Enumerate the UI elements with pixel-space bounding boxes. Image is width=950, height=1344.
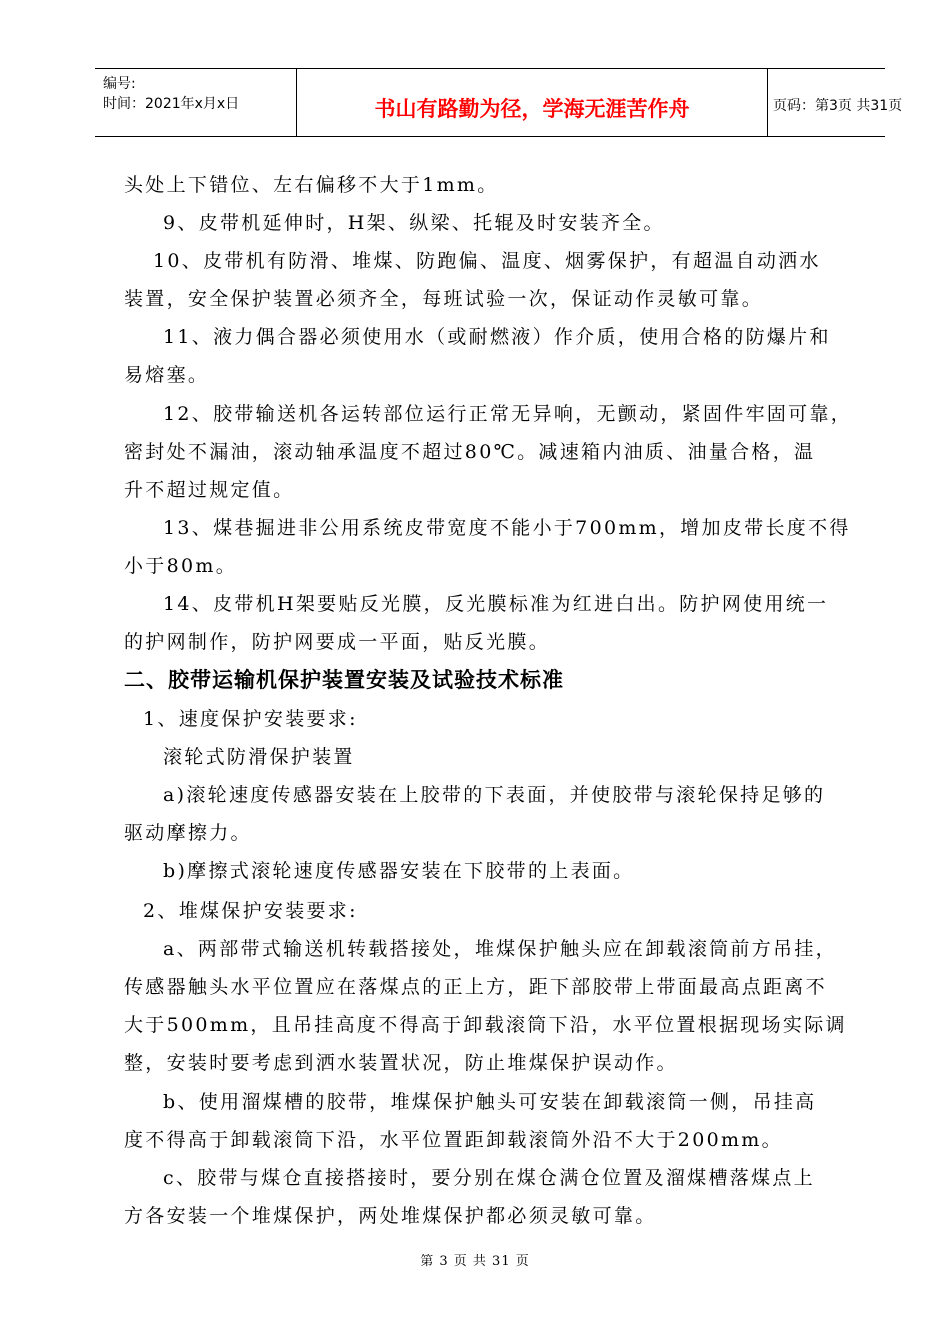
page-header [95, 68, 903, 137]
body-line: 11、液力偶合器必须使用水（或耐燃液）作介质，使用合格的防爆片和 [163, 326, 831, 348]
body-line: 驱动摩擦力。 [124, 822, 252, 844]
body-line: 1、速度保护安装要求: [143, 708, 358, 730]
body-line: 易熔塞。 [124, 364, 210, 386]
body-line: c、胶带与煤仓直接搭接时，要分别在煤仓满仓位置及溜煤槽落煤点上 [163, 1167, 815, 1189]
body-line: a、两部带式输送机转载搭接处，堆煤保护触头应在卸载滚筒前方吊挂， [163, 938, 837, 960]
body-line: 大于500mm，且吊挂高度不得高于卸载滚筒下沿，水平位置根据现场实际调 [124, 1014, 847, 1036]
body-line: 整，安装时要考虑到洒水装置状况，防止堆煤保护误动作。 [124, 1052, 678, 1074]
document-time-label: 时间：2021年x月x日 [103, 96, 240, 112]
body-line: 小于80m。 [124, 555, 237, 577]
header-motto-cell [296, 69, 768, 136]
body-line: 9、皮带机延伸时，H架、纵梁、托辊及时安装齐全。 [163, 212, 665, 234]
document-number-label: 编号: [103, 76, 136, 92]
body-line: b)摩擦式滚轮速度传感器安装在下胶带的上表面。 [163, 860, 635, 882]
page-footer: 第 3 页 共 31 页 [420, 1254, 530, 1269]
body-line: 传感器触头水平位置应在落煤点的正上方，距下部胶带上带面最高点距离不 [124, 976, 827, 998]
body-line: 2、堆煤保护安装要求: [143, 900, 358, 922]
body-line: 13、煤巷掘进非公用系统皮带宽度不能小于700mm，增加皮带长度不得 [163, 517, 851, 539]
body-line: 度不得高于卸载滚筒下沿，水平位置距卸载滚筒外沿不大于200mm。 [124, 1129, 783, 1151]
header-page-cell [767, 69, 903, 136]
body-line: 头处上下错位、左右偏移不大于1mm。 [124, 174, 499, 196]
body-line: 升不超过规定值。 [124, 479, 295, 501]
body-line: 方各安装一个堆煤保护，两处堆煤保护都必须灵敏可靠。 [124, 1205, 657, 1227]
header-motto: 书山有路勤为径，学海无涯苦作舟 [374, 97, 690, 121]
body-line: a)滚轮速度传感器安装在上胶带的下表面，并使胶带与滚轮保持足够的 [163, 784, 826, 806]
header-info-cell [95, 69, 295, 136]
body-line: b、使用溜煤槽的胶带，堆煤保护触头可安装在卸载滚筒一侧，吊挂高 [163, 1091, 817, 1113]
body-line: 的护网制作，防护网要成一平面，贴反光膜。 [124, 631, 551, 653]
body-line: 滚轮式防滑保护装置 [163, 746, 355, 768]
body-line: 装置，安全保护装置必须齐全，每班试验一次，保证动作灵敏可靠。 [124, 288, 764, 310]
header-page-number: 页码：第3页 共31页 [773, 98, 903, 114]
section-heading: 二、胶带运输机保护装置安装及试验技术标准 [124, 668, 564, 692]
body-line: 12、胶带输送机各运转部位运行正常无异响，无颤动，紧固件牢固可靠， [163, 403, 853, 425]
body-line: 密封处不漏油，滚动轴承温度不超过80℃。减速箱内油质、油量合格，温 [124, 441, 816, 463]
body-line: 10、皮带机有防滑、堆煤、防跑偏、温度、烟雾保护，有超温自动洒水 [153, 250, 821, 272]
body-line: 14、皮带机H架要贴反光膜，反光膜标准为红进白出。防护网使用统一 [163, 593, 829, 615]
